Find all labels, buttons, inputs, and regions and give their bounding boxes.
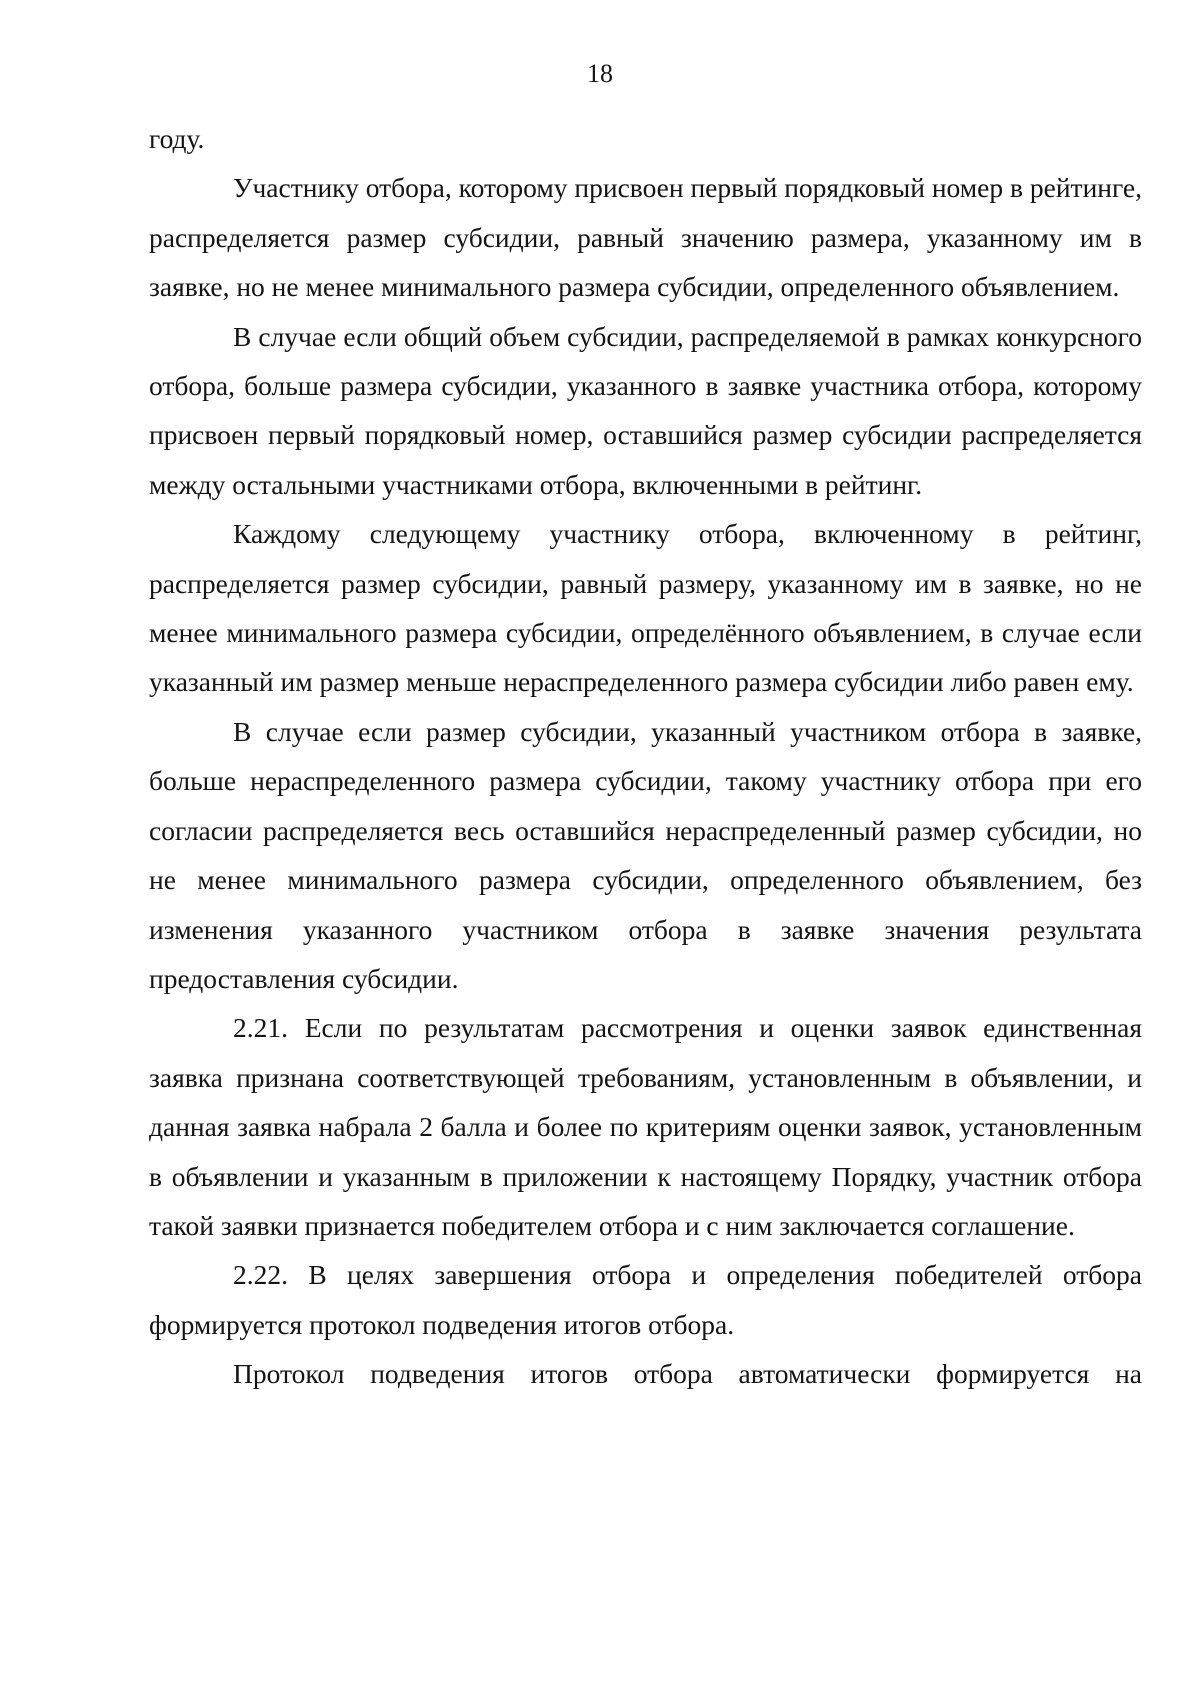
paragraph-first-place-allocation: Участнику отбора, которому присвоен первый порядковый номер в рейтинге, распределяется размер субсидии, равный значению размера, указанному им в заявке, но не менее минимального размера субсидии, определенного объявлением. [149,172,1142,303]
paragraph-clause-2-22: 2.22. В целях завершения отбора и определения победителей отбора формируется протокол подведения итогов отбора. [149,1259,1142,1340]
paragraph-clause-2-21: 2.21. Если по результатам рассмотрения и оценки заявок единственная заявка признана соответствующей требованиям, установленным в объявлении, и данная заявка набрала 2 балла и более по критериям оценки заявок, установленным в объявлении и указанным в приложении к настоящему Порядку, участник отбора такой заявки признается победителем отбора и с ним заключается соглашение. [149,1012,1142,1241]
paragraph-next-participants: Каждому следующему участнику отбора, включенному в рейтинг, распределяется размер субсидии, равный размеру, указанному им в заявке, но не менее минимального размера субсидии, определённого объявлением, в случае если указанный им размер меньше нераспределенного размера субсидии либо равен ему. [149,518,1142,698]
paragraph-exceeding-amount: В случае если размер субсидии, указанный участником отбора в заявке, больше нераспределенного размера субсидии, такому участнику отбора при его согласии распределяется весь оставшийся нераспределенный размер субсидии, но не менее минимального размера субсидии, определенного объявлением, без изменения указанного участником отбора в заявке значения результата предоставления субсидии. [149,715,1142,994]
document-body [149,114,1142,1399]
page-number: 18 [587,59,613,88]
paragraph-continuation: году. [149,123,205,154]
paragraph-remaining-subsidy: В случае если общий объем субсидии, распределяемой в рамках конкурсного отбора, больше размера субсидии, указанного в заявке участника отбора, которому присвоен первый порядковый номер, оставшийся размер субсидии распределяется между остальными участниками отбора, включенными в рейтинг. [149,320,1142,500]
paragraph-protocol-generation: Протокол подведения итогов отбора автоматически формируется на [233,1358,1142,1390]
